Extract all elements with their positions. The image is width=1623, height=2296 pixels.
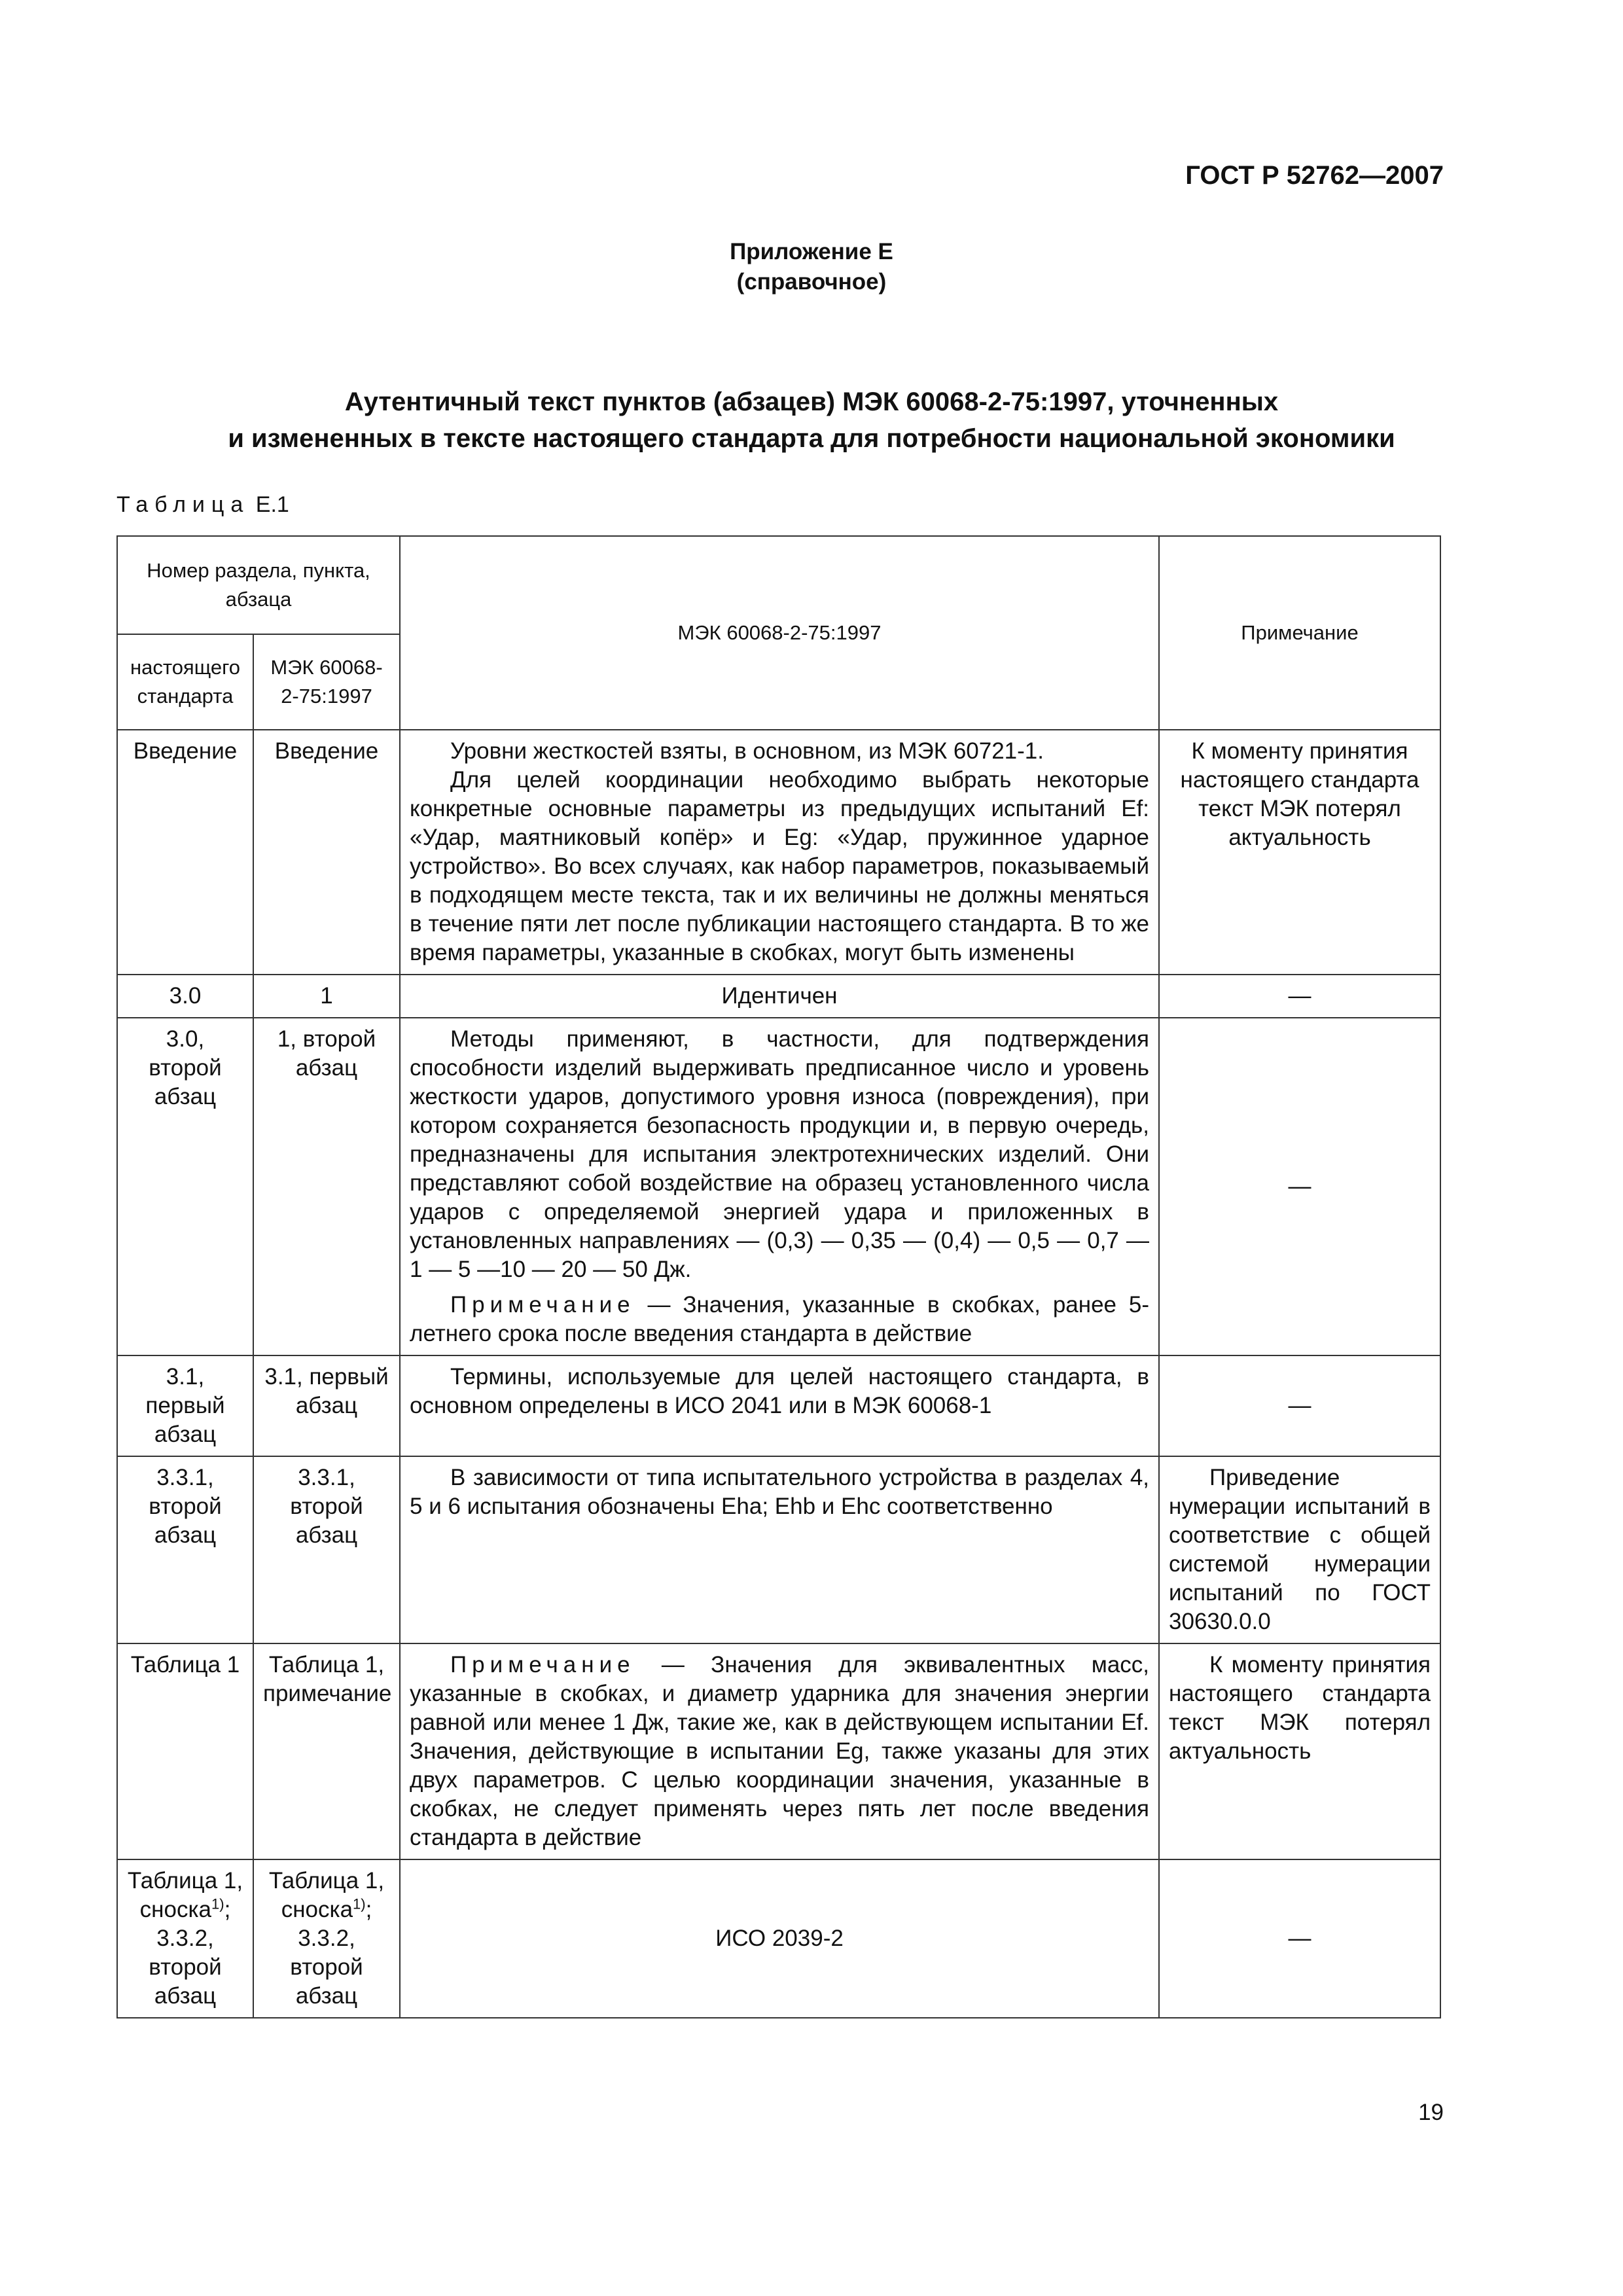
annex-subtitle: (справочное) [736, 269, 887, 295]
row-iec-number-cell: 3.1, первый абзац [253, 1355, 400, 1456]
cell-text: Таблица 1, сноска [268, 1868, 385, 1922]
document-code: ГОСТ Р 52762—2007 [1185, 161, 1444, 190]
note-text: — Значения для эквивалентных масс, указанные в скобках, и диаметр ударника для значения энергии равной или менее 1 Дж, такие же, как в действующем испытании Ef. Значения, действующие в испытании Eg, также указаны для этих двух параметров. С целью координации значения, указанные в скобках, не следует применять через пять лет после введения стандарта в действие [410, 1652, 1150, 1850]
page-number: 19 [1418, 2100, 1444, 2125]
table-header-row [117, 536, 1440, 634]
table-row [117, 1643, 1440, 1859]
footnote-marker: 1) [353, 1895, 366, 1912]
row-text-paragraph: В зависимости от типа испытательного устройства в разделах 4, 5 и 6 испытания обозначены Eha; Ehb и Ehc соответственно [410, 1465, 1150, 1519]
row-text-cell: Идентичен [400, 975, 1159, 1018]
row-text-cell [400, 1456, 1159, 1643]
footnote-marker: 1) [211, 1895, 224, 1912]
row-iec-number-cell: 1, второй абзац [253, 1018, 400, 1355]
note-label: Примечание [450, 1292, 635, 1318]
row-this-standard-cell [117, 1859, 253, 2018]
row-iec-number-cell: 3.3.1, второй абзац [253, 1456, 400, 1643]
row-note-paragraph: К моменту принятия настоящего стандарта текст МЭК потерял актуальность [1169, 1652, 1431, 1764]
row-this-standard-cell: 3.0, второй абзац [117, 1018, 253, 1355]
row-note-paragraph [410, 1291, 1149, 1348]
row-iec-number-cell: Таблица 1, примечание [253, 1643, 400, 1859]
row-note-paragraph: Приведение нумерации испытаний в соответствие с общей системой нумерации испытаний по ГОСТ 30630.0.0 [1169, 1465, 1431, 1634]
row-this-standard-cell: 3.3.1, второй абзац [117, 1456, 253, 1643]
table-caption-word: Таблица [116, 492, 250, 517]
row-note-cell: — [1159, 1018, 1440, 1355]
row-this-standard-cell: 3.0 [117, 975, 253, 1018]
row-note-cell: К моменту принятия настоящего стандарта текст МЭК потерял актуальность [1159, 730, 1440, 975]
cell-text: Таблица 1, сноска [127, 1868, 243, 1922]
cell-text: ; 3.3.2, второй абзац [290, 1897, 372, 2009]
row-text-cell [400, 1018, 1159, 1355]
row-note-cell: — [1159, 1859, 1440, 2018]
title-line-2: и измененных в тексте настоящего стандарта для потребности национальной экономики [228, 424, 1395, 453]
row-iec-number-cell [253, 1859, 400, 2018]
table-row [117, 730, 1440, 975]
row-text-paragraph: Термины, используемые для целей настоящего стандарта, в основном определены в ИСО 2041 или в МЭК 60068-1 [410, 1364, 1150, 1418]
header-this-standard-cell: настоящего стандарта [117, 634, 253, 730]
annex-title: Приложение Е [730, 239, 893, 264]
row-note-cell [1159, 1643, 1440, 1859]
annex-heading [0, 237, 1623, 297]
row-text-paragraph: Методы применяют, в частности, для подтверждения способности изделий выдерживать предписанное число и уровень жесткости ударов, допустимого уровня износа (повреждения), при котором сохраняется безопасность продукции и, в первую очередь, предназначены для испытания электротехнических изделий. Они представляют собой воздействие на образец установленного числа ударов с определяемой энергией удара и приложенных в установленных направлениях — (0,3) — 0,35 — (0,4) — 0,5 — 0,7 — 1 — 5 —10 — 20 — 50 Дж. [410, 1026, 1150, 1282]
note-text: — Значения, указанные в скобках, ранее 5-летнего срока после введения стандарта в действие [410, 1292, 1150, 1346]
note-label: Примечание [450, 1652, 635, 1677]
row-note-cell [1159, 1456, 1440, 1643]
title-line-1: Аутентичный текст пунктов (абзацев) МЭК 60068-2-75:1997, уточненных [344, 387, 1279, 416]
table-caption-number: Е.1 [255, 492, 289, 517]
correspondence-table [116, 535, 1441, 2018]
row-this-standard-cell: Введение [117, 730, 253, 975]
annex-main-title [111, 384, 1512, 457]
header-group-cell: Номер раздела, пункта, абзаца [117, 536, 400, 634]
row-text-cell [400, 1355, 1159, 1456]
row-text-paragraph: Уровни жесткостей взяты, в основном, из МЭК 60721-1. [450, 738, 1044, 764]
row-note-paragraph [410, 1651, 1149, 1852]
row-this-standard-cell: 3.1, первый абзац [117, 1355, 253, 1456]
row-iec-number-cell: 1 [253, 975, 400, 1018]
header-note-cell: Примечание [1159, 536, 1440, 730]
cell-text: ; 3.3.2, второй абзац [149, 1897, 231, 2009]
row-note-cell: — [1159, 1355, 1440, 1456]
row-text-cell [400, 1643, 1159, 1859]
table-caption [116, 492, 289, 518]
row-iec-number-cell: Введение [253, 730, 400, 975]
row-this-standard-cell: Таблица 1 [117, 1643, 253, 1859]
row-note-cell: — [1159, 975, 1440, 1018]
table-row [117, 1859, 1440, 2018]
row-text-paragraph: Для целей координации необходимо выбрать некоторые конкретные основные параметры из предыдущих испытаний Ef: «Удар, маятниковый копёр» и Eg: «Удар, пружинное ударное устройство». Во всех случаях, как набор параметров, показываемый в подходящем месте текста, так и их величины не должны меняться в течение пяти лет после публикации настоящего стандарта. В то же время параметры, указанные в скобках, могут быть изменены [410, 767, 1150, 965]
header-iec-cell: МЭК 60068-2-75:1997 [400, 536, 1159, 730]
table-row [117, 975, 1440, 1018]
row-text-cell [400, 730, 1159, 975]
table-row [117, 1456, 1440, 1643]
header-iec-number-cell: МЭК 60068-2-75:1997 [253, 634, 400, 730]
table-row [117, 1355, 1440, 1456]
row-text-cell: ИСО 2039-2 [400, 1859, 1159, 2018]
table-row [117, 1018, 1440, 1355]
